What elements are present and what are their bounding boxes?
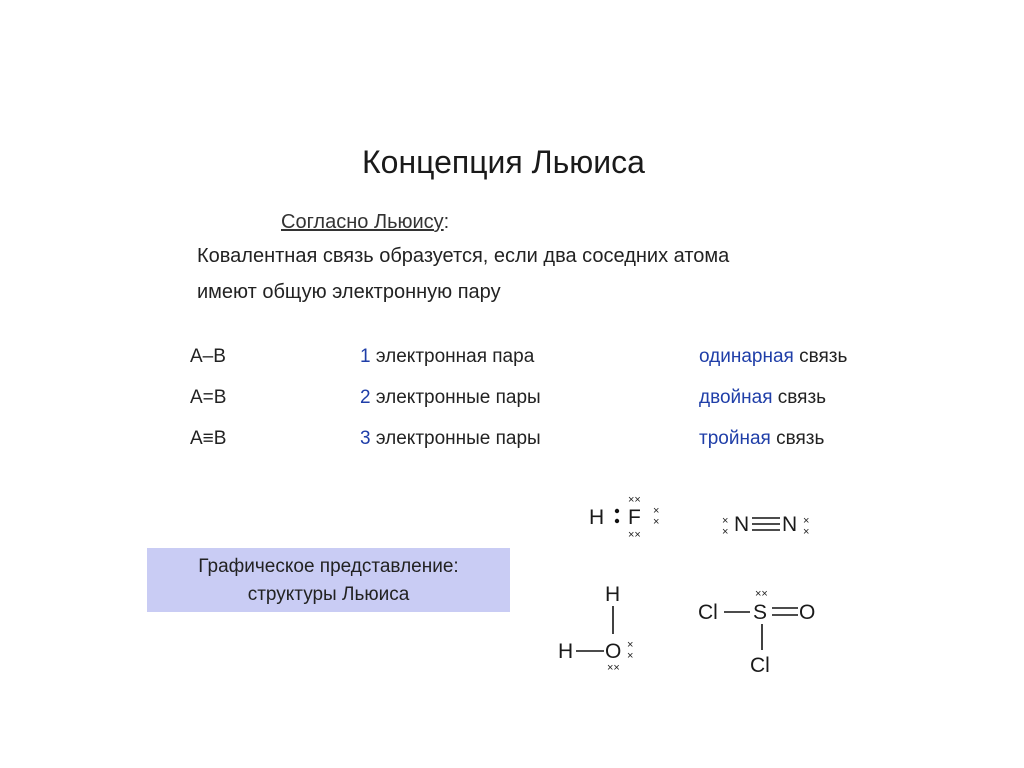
pair-text: электронные пары (370, 428, 541, 449)
pair-text: электронные пары (370, 387, 541, 408)
bond-formula-triple: A≡B (190, 428, 227, 449)
lone-pair-mark: ×× (755, 588, 768, 600)
lone-pair-mark-bottom: × (722, 526, 729, 538)
lewis-socl2 (698, 588, 815, 677)
atom-n: N (782, 513, 798, 536)
shared-pair-dot (615, 519, 619, 523)
bond-word: связь (772, 387, 827, 408)
lewis-n2 (722, 513, 809, 538)
lone-pair-mark-bottom: × (803, 526, 810, 538)
atom-h-left: H (558, 640, 574, 663)
bond-kind: тройная (699, 428, 771, 449)
lone-pair-mark-bottom: × (627, 650, 634, 662)
bond-word: связь (770, 428, 825, 449)
lewis-hf (589, 494, 659, 541)
intro-lead: Согласно Льюису (281, 211, 444, 233)
lone-pair-mark: ×× (607, 662, 620, 674)
lone-pair-mark: ×× (628, 494, 641, 506)
atom-f: F (628, 506, 641, 529)
definition-line-2: имеют общую электронную пару (197, 281, 501, 303)
pair-count: 3 (360, 428, 371, 449)
bond-kind: двойная (699, 387, 773, 408)
atom-h: H (589, 506, 605, 529)
bond-word: связь (793, 346, 848, 367)
pair-count: 1 (360, 346, 371, 367)
atom-o: O (605, 640, 622, 663)
lewis-h2o (558, 583, 633, 674)
shared-pair-dot (615, 509, 619, 513)
atom-o: O (799, 601, 816, 624)
intro-colon: : (443, 211, 450, 233)
atom-s: S (753, 601, 768, 624)
pair-count: 2 (360, 387, 371, 408)
bond-formula-double: A=B (190, 387, 227, 408)
lone-pair-mark-top: × (627, 639, 634, 651)
lone-pair-mark-bottom: × (653, 516, 660, 528)
box-line-1: Графическое представление: (198, 556, 459, 577)
page-title: Концепция Льюиса (362, 144, 645, 180)
lone-pair-mark-top: × (803, 515, 810, 527)
lone-pair-mark-top: × (722, 515, 729, 527)
bond-kind: одинарная (699, 346, 794, 367)
definition-line-1: Ковалентная связь образуется, если два соседних атома (197, 245, 730, 267)
lone-pair-mark: ×× (628, 529, 641, 541)
atom-cl-left: Cl (698, 601, 718, 624)
atom-cl-bottom: Cl (750, 654, 770, 677)
atom-h-top: H (605, 583, 621, 606)
pair-text: электронная пара (370, 346, 535, 367)
atom-n: N (734, 513, 750, 536)
box-line-2: структуры Льюиса (247, 584, 410, 605)
bond-formula-single: A–B (190, 346, 226, 367)
lone-pair-mark-top: × (653, 505, 660, 517)
